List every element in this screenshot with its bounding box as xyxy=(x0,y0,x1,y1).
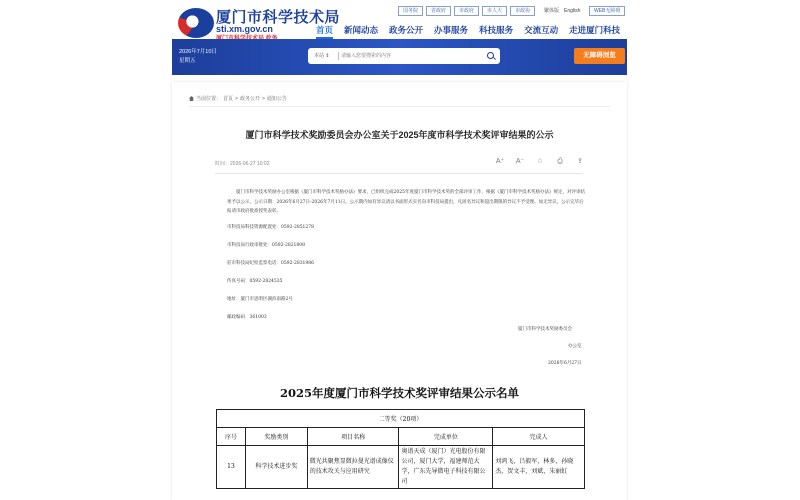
weekday-text: 星期五 xyxy=(179,58,196,64)
result-list-title: 2025年度厦门市科学技术奖评审结果公示名单 xyxy=(279,386,519,400)
table-row xyxy=(217,446,585,489)
nav-interaction[interactable]: 交流互动 xyxy=(524,25,559,35)
cell-units: 奥谱天成（厦门）光电股份有限公司，厦门大学，福建师范大学，广东先导微电子科技有限公司 xyxy=(399,446,493,489)
top-link-congress[interactable]: 市人大 xyxy=(482,6,507,16)
article-meta xyxy=(215,160,270,167)
lang-english[interactable]: English xyxy=(564,8,581,14)
date-text: 2026年7月10日 xyxy=(179,49,217,55)
signature-date: 2026年6月27日 xyxy=(548,361,582,366)
search-divider xyxy=(338,52,339,60)
contact-approval-dept: 市科技局行政审批处：0592-2821808 xyxy=(227,242,306,248)
header-no: 序号 xyxy=(217,428,246,446)
article-paragraph: 厦门市科学技术奖励办公室根据《厦门市科学技术奖励办法》要求，已组织完成2025年度厦门市科学技术奖的全部评审工作，根据《厦门市科学技术奖励办法》规定，对评审结果予以公示，公示日期：2026年6月27日-2026年7月11日。公示期内如有异议请以书面形式实名向市科技局提出，凡匿名异议和超出期限的异议不予受理。如无异议，公示完毕后报请市政府批准授奖表彰。 xyxy=(227,190,585,214)
breadcrumb-label: 当前位置： xyxy=(196,96,222,102)
award-level-caption: 二等奖（20项） xyxy=(217,410,585,428)
accessibility-button[interactable]: 无障碍浏览 xyxy=(574,48,625,64)
nav-home[interactable]: 首页 xyxy=(316,24,333,39)
search-icon[interactable] xyxy=(487,52,494,59)
header-people: 完成人 xyxy=(493,428,585,446)
article-card xyxy=(172,82,627,500)
signature-office: 办公室 xyxy=(568,344,582,349)
top-link-province[interactable]: 省政府 xyxy=(426,6,451,16)
search-scope-select[interactable]: 本站 ⇕ xyxy=(314,53,330,59)
table-header-row xyxy=(217,428,585,446)
top-link-city[interactable]: 市政府 xyxy=(454,6,479,16)
table-caption-row xyxy=(217,410,585,428)
top-link-state-council[interactable]: 国务院 xyxy=(398,6,423,16)
contact-address: 地址：厦门市思明区湖滨南路2号 xyxy=(227,296,293,302)
nav-services[interactable]: 办事服务 xyxy=(434,25,469,35)
article-title: 厦门市科学技术奖励委员会办公室关于2025年度市科学技术奖评审结果的公示 xyxy=(245,130,554,140)
site-title[interactable]: 厦门市科学技术局 xyxy=(216,8,341,26)
signature-org: 厦门市科学技术奖励委员会 xyxy=(518,327,572,332)
contact-discipline: 驻市科技局纪检监察电话：0592-2831986 xyxy=(227,260,315,266)
nav-tech-services[interactable]: 科技服务 xyxy=(479,25,514,35)
contact-fax: 传真号码：0592-2824535 xyxy=(227,278,283,284)
top-link-cppcc[interactable]: 市政协 xyxy=(510,6,535,16)
cell-people: 刘鸿飞，吕毅军，林多，孙晓杰，贺文丰，刘斌，朱丽虹 xyxy=(493,446,585,489)
site-domain: sti.xm.gov.cn xyxy=(216,24,273,34)
contact-postcode: 邮政编码：361003 xyxy=(227,314,267,320)
nav-gov-affairs[interactable]: 政务公开 xyxy=(389,25,424,35)
header-project: 项目名称 xyxy=(307,428,399,446)
cell-project: 微光共聚焦显微拉曼光谱成像仪的技术攻关与应用研究 xyxy=(307,446,399,489)
search-box xyxy=(308,48,500,64)
time-label: 时间： xyxy=(215,161,231,167)
main-nav xyxy=(316,24,620,39)
top-links xyxy=(398,6,535,16)
breadcrumb-home[interactable]: 首页 xyxy=(223,96,234,102)
contact-resource-dept: 市科技局科技资源配置处：0592-2851278 xyxy=(227,224,315,230)
font-smaller-icon[interactable]: A⁻ xyxy=(515,158,525,165)
print-icon[interactable]: ⎙ xyxy=(557,158,563,165)
article-body xyxy=(227,188,587,333)
breadcrumb xyxy=(189,95,287,102)
breadcrumb-divider xyxy=(189,106,610,107)
favorite-icon[interactable]: ☆ xyxy=(536,158,544,165)
share-icon[interactable]: ⇪ xyxy=(577,158,583,165)
breadcrumb-gov-affairs[interactable]: 政务公开 xyxy=(239,96,260,102)
breadcrumb-separator: > xyxy=(235,95,238,102)
cell-category: 科学技术进步奖 xyxy=(245,446,307,489)
search-input[interactable] xyxy=(341,50,476,62)
breadcrumb-notices[interactable]: 通知公告 xyxy=(266,96,287,102)
header-units: 完成单位 xyxy=(399,428,493,446)
date-display xyxy=(179,48,217,66)
web-accessibility-button[interactable]: WEB无障碍 xyxy=(589,6,625,16)
language-switch xyxy=(544,6,580,16)
publish-time: 2026-06-27 10:02 xyxy=(230,161,270,167)
nav-about[interactable]: 走进厦门科技 xyxy=(569,25,621,35)
nav-news[interactable]: 新闻动态 xyxy=(344,25,379,35)
search-banner xyxy=(172,39,627,75)
lang-traditional[interactable]: 繁体版 xyxy=(544,8,560,14)
breadcrumb-separator: > xyxy=(261,95,265,102)
font-larger-icon[interactable]: A⁺ xyxy=(495,158,505,165)
site-logo-icon[interactable] xyxy=(178,8,214,38)
article-tools xyxy=(495,157,585,167)
header-category: 奖励类别 xyxy=(245,428,307,446)
meta-divider xyxy=(215,173,583,174)
cell-no: 13 xyxy=(217,446,246,489)
home-icon xyxy=(189,96,194,101)
results-table xyxy=(216,409,585,489)
